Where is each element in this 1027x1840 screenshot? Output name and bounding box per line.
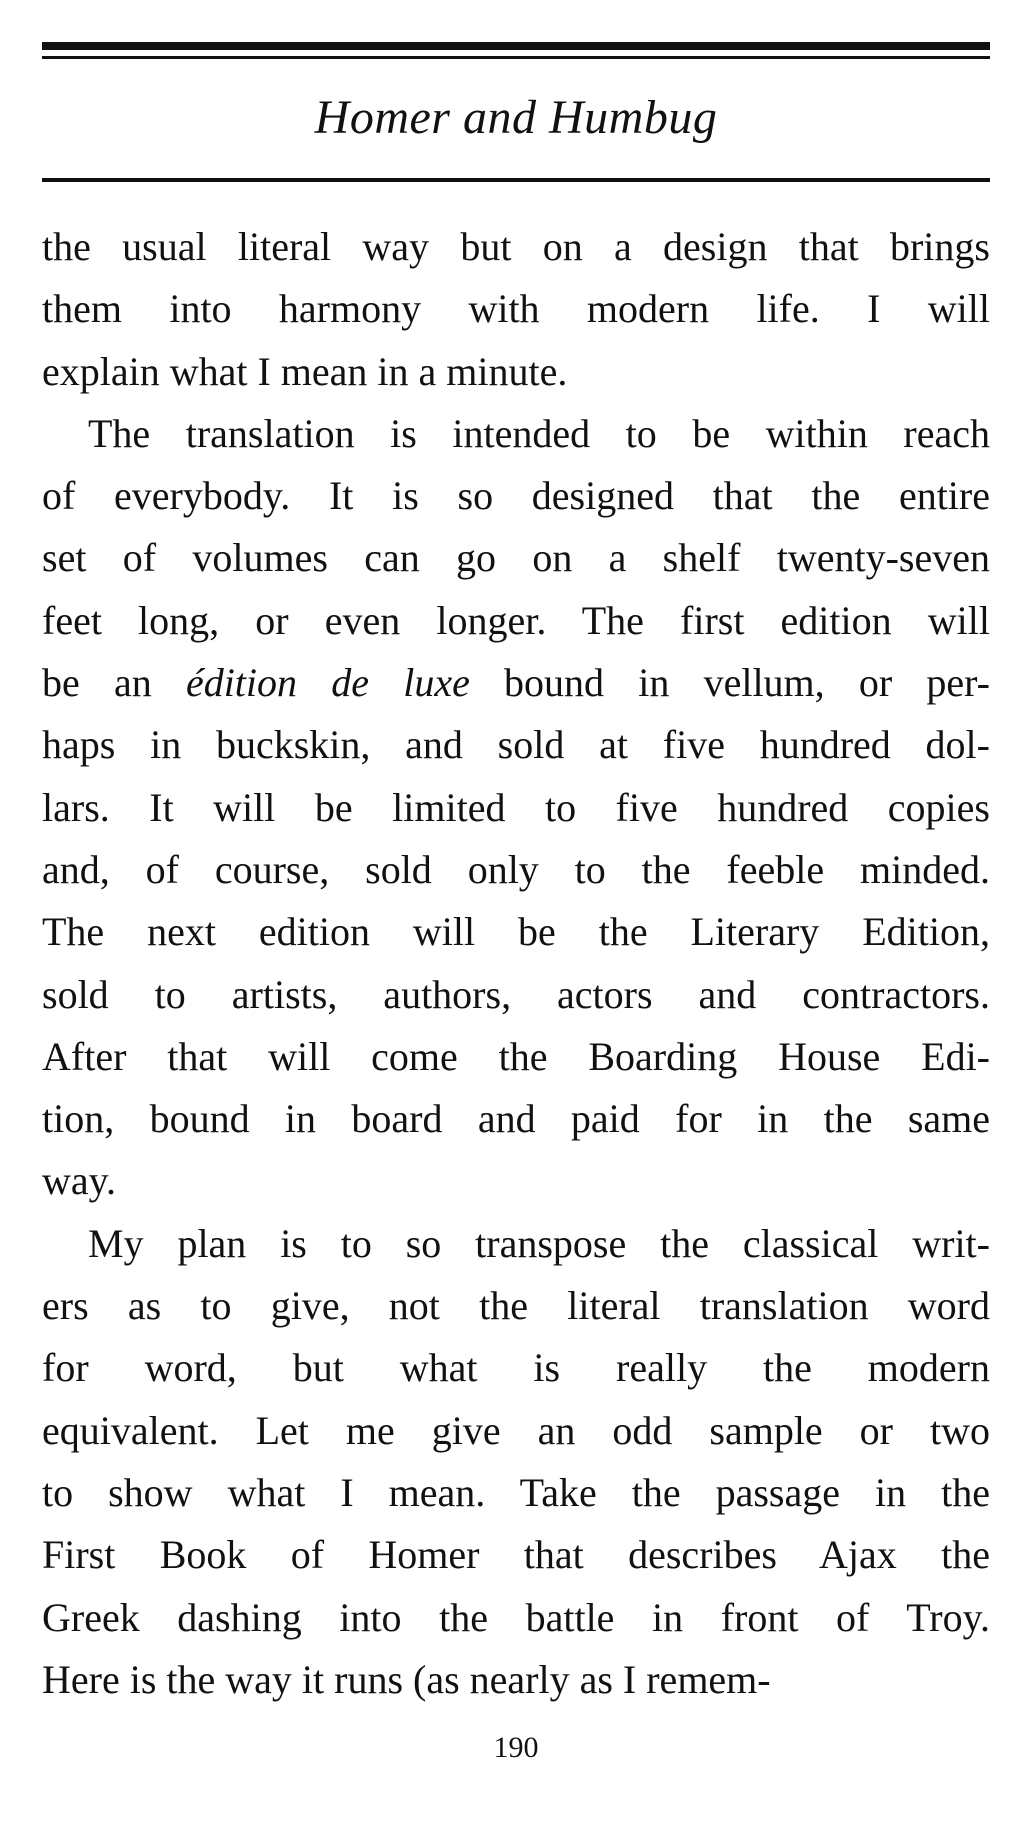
text-line: the usual literal way but on a design that brings: [42, 224, 990, 269]
text-line: to show what I mean. Take the passage in the: [42, 1469, 990, 1515]
text-line: ers as to give, not the literal translation word: [42, 1283, 990, 1329]
italic-phrase: édition de luxe: [185, 660, 470, 706]
text-line: set of volumes can go on a shelf twenty-seven: [42, 535, 990, 581]
text-line: [42, 652, 990, 714]
text-line: First Book of Homer that describes Ajax the: [42, 1532, 990, 1578]
text-run: bound in vellum, or per-: [469, 660, 990, 706]
text-line: Here is the way it runs (as nearly as I remem-: [42, 1656, 771, 1702]
text-line: explain what I mean in a minute.: [42, 348, 568, 394]
text-line: Greek dashing into the battle in front of Troy.: [42, 1594, 990, 1640]
header-rule-thin: [42, 56, 990, 59]
text-line: After that will come the Boarding House Edi-: [42, 1033, 990, 1079]
page-number: 190: [493, 1731, 539, 1764]
text-line: way.: [42, 1158, 117, 1204]
text-line: The translation is intended to be within reach: [88, 410, 990, 456]
paragraph: [42, 216, 990, 403]
text-line: sold to artists, authors, actors and contractors.: [42, 971, 990, 1017]
text-line: feet long, or even longer. The first edition will: [42, 597, 990, 643]
text-line: My plan is to so transpose the classical writ-: [88, 1220, 990, 1266]
text-line: them into harmony with modern life. I will: [42, 286, 990, 332]
header-rule-bottom: [42, 178, 990, 182]
running-head: Homer and Humbug: [314, 91, 718, 144]
text-line: equivalent. Let me give an odd sample or two: [42, 1407, 990, 1453]
paragraph: [42, 403, 990, 1213]
text-line: of everybody. It is so designed that the entire: [42, 473, 990, 519]
text-line: lars. It will be limited to five hundred copies: [42, 784, 990, 830]
text-line: tion, bound in board and paid for in the same: [42, 1096, 990, 1142]
text-line: for word, but what is really the modern: [42, 1345, 990, 1391]
text-line: haps in buckskin, and sold at five hundred dol-: [42, 722, 990, 768]
body-text: [42, 216, 990, 1711]
header-rule-thick: [42, 42, 990, 50]
text-run: be an: [42, 660, 186, 706]
text-line: and, of course, sold only to the feeble minded.: [42, 846, 990, 892]
paragraph: [42, 1213, 990, 1711]
text-line: The next edition will be the Literary Edition,: [42, 909, 990, 955]
